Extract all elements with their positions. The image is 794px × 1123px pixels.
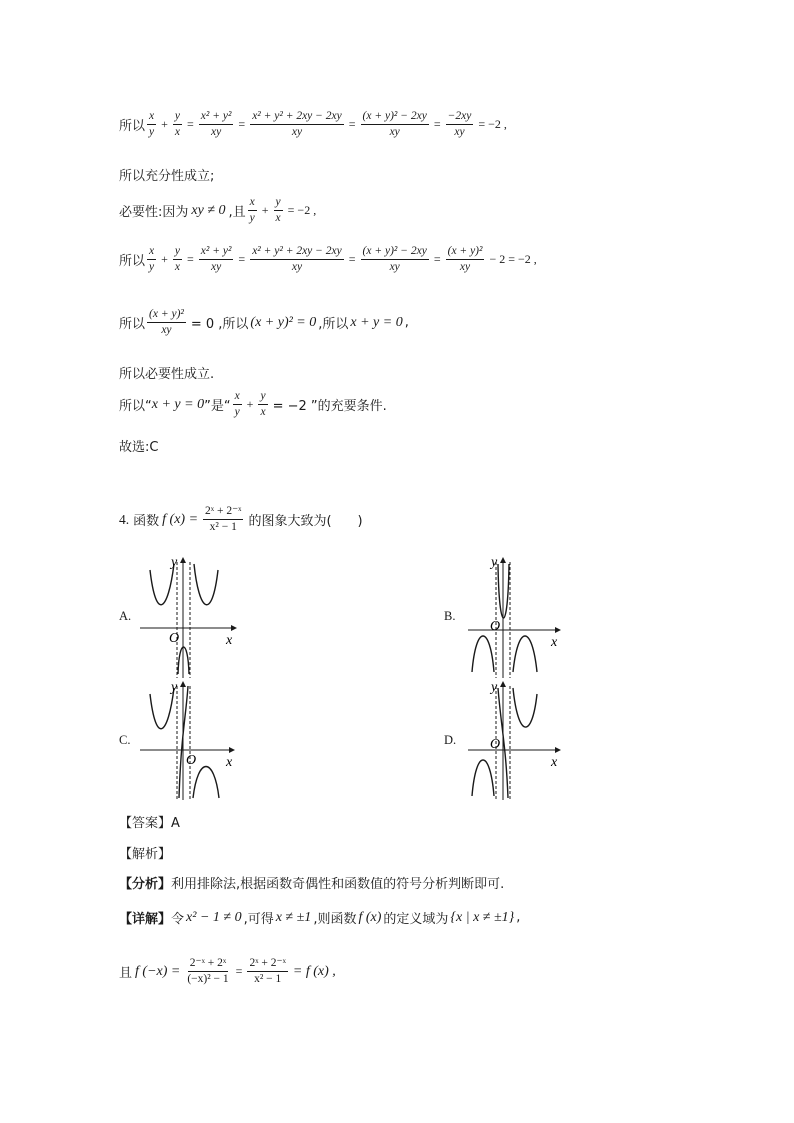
text: 函数 (133, 514, 160, 530)
result: − 2 = −2 , (489, 252, 537, 267)
text: ,可得 (243, 912, 274, 927)
math: x ≠ ±1 (275, 909, 312, 925)
graph-option-d (466, 676, 566, 802)
curve-left (472, 760, 494, 796)
operator: + (261, 203, 269, 218)
math: x² − 1 ≠ 0 (186, 909, 242, 925)
text: 所以“ (119, 399, 152, 415)
operator: = (433, 117, 441, 132)
result: = −2 , (478, 117, 507, 132)
operator: = (348, 117, 356, 132)
fenxi-line (119, 873, 504, 892)
origin-label: O (169, 631, 180, 646)
text: ,且 (228, 205, 246, 221)
origin-label: O (186, 753, 197, 768)
option-label-b[interactable]: B. (444, 609, 456, 623)
text: 且 (119, 966, 133, 982)
math: (x + y)² = 0 (250, 314, 317, 330)
fraction: $\frac{y}{x}$ (260, 390, 266, 419)
line-necessity-start (119, 196, 319, 225)
math: x + y = 0 (151, 396, 205, 412)
xiangjie-line (119, 908, 520, 927)
curve-right (513, 636, 537, 672)
operator: + (246, 397, 254, 412)
analysis-heading: 【解析】 (119, 847, 172, 862)
y-label: y (171, 680, 178, 695)
fraction: $\frac{\text{x² + y² + 2xy − 2xy}}{xy}$ (252, 110, 342, 139)
fraction: $\frac{\text{2ˣ + 2⁻ˣ}}{\text{x² − 1}}$ (249, 957, 286, 986)
math: x + y = 0 (350, 314, 403, 330)
curve-left (150, 564, 174, 605)
text: , (516, 910, 521, 925)
curve-left (472, 636, 494, 672)
y-label: y (491, 680, 498, 695)
answer-line: 【答案】A (119, 816, 180, 831)
x-label: x (226, 755, 233, 770)
option-label-c[interactable]: C. (119, 733, 131, 747)
line-necessity-calc (119, 245, 540, 274)
fraction: $\frac{x}{y}$ (149, 245, 155, 274)
even-function-line (119, 957, 336, 986)
result: = −2 , (287, 203, 317, 218)
fenxi-label: 【分析】 (119, 877, 172, 892)
math: = f (x) , (292, 963, 336, 979)
graph-option-a (138, 552, 243, 680)
text: 的图象大致为( ) (248, 514, 363, 530)
x-label: x (551, 755, 558, 770)
operator: + (161, 117, 168, 132)
fraction: $\frac{\text{2ˣ + 2⁻ˣ}}{\text{x² − 1}}$ (205, 505, 242, 534)
line-conclusion (119, 390, 387, 419)
text: = −2 ”的充要条件. (272, 399, 387, 415)
fraction: $\frac{y}{x}$ (174, 110, 181, 139)
math: f (−x) = (135, 963, 181, 979)
text: 所以 (119, 317, 146, 333)
text: 所以 (119, 119, 146, 135)
operator: = (238, 117, 246, 132)
operator: = (238, 252, 246, 267)
option-label-a[interactable]: A. (119, 609, 132, 623)
text: 必要性:因为 (119, 205, 189, 221)
x-label: x (226, 633, 233, 648)
origin-label: O (490, 619, 501, 634)
curve-right (194, 564, 218, 605)
fraction: $\frac{\text{2⁻ˣ + 2ˣ}}{\text{(−x)² − 1}}$ (187, 957, 229, 986)
operator: = (187, 252, 194, 267)
line-sufficiency-holds: 所以充分性成立; (119, 169, 215, 184)
fenxi-text: 利用排除法,根据函数奇偶性和函数值的符号分析判断即可. (171, 877, 505, 892)
text: 的定义域为 (383, 912, 449, 927)
text: ”是“ (204, 399, 231, 415)
fraction: $\frac{y}{x}$ (174, 245, 181, 274)
fraction: $\frac{-2xy}{xy}$ (447, 110, 472, 139)
curve-right (513, 688, 537, 727)
math: f (x) (358, 909, 382, 925)
operator: = (348, 252, 356, 267)
y-label: y (491, 555, 498, 570)
text: 令 (171, 912, 185, 927)
line-necessity-holds: 所以必要性成立. (119, 367, 215, 382)
math: f (x) = (162, 511, 199, 527)
operator: = (433, 252, 441, 267)
line-sufficiency-calc (119, 110, 510, 139)
fraction: $\frac{\text{x² + y²}}{xy}$ (200, 110, 232, 139)
fraction: $\frac{\text{(x + y)²}}{xy}$ (447, 245, 483, 274)
operator: = (187, 117, 194, 132)
graph-option-b (466, 552, 566, 680)
fraction: $\frac{\text{x² + y² + 2xy − 2xy}}{xy}$ (252, 245, 342, 274)
fraction: $\frac{x}{y}$ (234, 390, 240, 419)
origin-label: O (490, 737, 501, 752)
xiangjie-label: 【详解】 (119, 912, 172, 927)
line-necessity-result (119, 308, 409, 337)
math: {x | x ≠ ±1} (450, 909, 515, 925)
fraction: $\frac{x}{y}$ (249, 196, 255, 225)
text: ,则函数 (313, 912, 357, 927)
graph-option-c (138, 676, 243, 802)
fraction: $\frac{y}{x}$ (275, 196, 281, 225)
option-label-d[interactable]: D. (444, 733, 457, 747)
text: = 0 ,所以 (190, 317, 249, 333)
fraction: $\frac{\text{(x + y)² − 2xy}}{xy}$ (362, 245, 427, 274)
math: xy ≠ 0 (191, 202, 226, 218)
text: ,所以 (318, 317, 349, 333)
fraction: $\frac{x}{y}$ (149, 110, 155, 139)
fraction: $\frac{\text{(x + y)²}}{xy}$ (149, 308, 184, 337)
question-number: 4. (119, 511, 130, 527)
operator: = (235, 964, 243, 979)
fraction: $\frac{\text{x² + y²}}{xy}$ (200, 245, 232, 274)
text: 所以 (119, 254, 146, 270)
fraction: $\frac{\text{(x + y)² − 2xy}}{xy}$ (362, 110, 427, 139)
question-4 (119, 505, 363, 534)
x-label: x (551, 635, 558, 650)
y-label: y (171, 555, 178, 570)
text: , (404, 315, 409, 331)
curve-right (193, 767, 219, 799)
operator: + (161, 252, 168, 267)
line-answer-choice: 故选:C (119, 440, 159, 455)
